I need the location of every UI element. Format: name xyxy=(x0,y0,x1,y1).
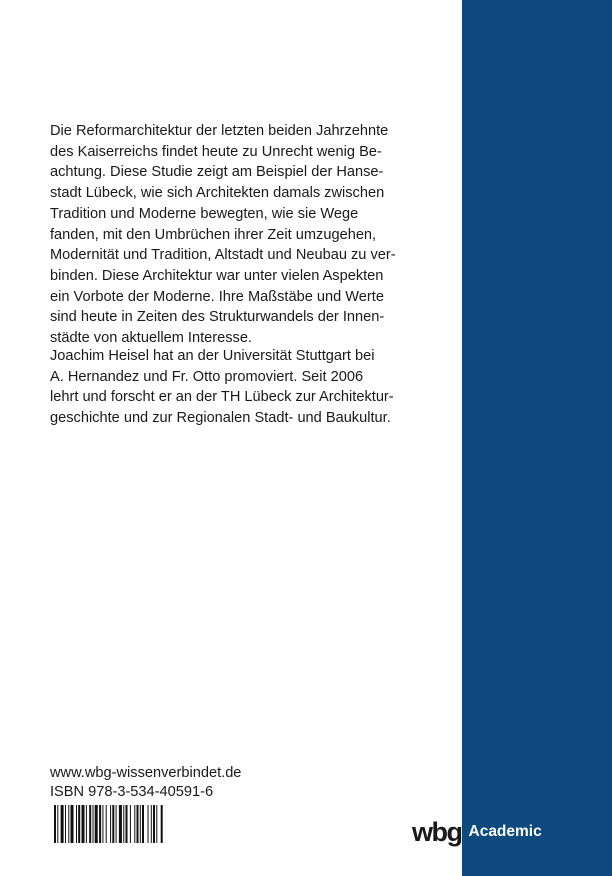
author-bio xyxy=(50,346,442,429)
cover-color-band xyxy=(462,0,612,876)
barcode-bar xyxy=(95,805,98,843)
barcode-bar xyxy=(102,805,103,843)
barcode-bar xyxy=(134,805,135,843)
blurb-line: des Kaiserreichs findet heute zu Unrecht wenig Be- xyxy=(50,143,382,160)
bio-line: A. Hernandez und Fr. Otto promoviert. Seit 2006 xyxy=(50,368,364,385)
bio-line: lehrt und forscht er an der TH Lübeck zur Architektur- xyxy=(50,389,394,406)
bio-line: Joachim Heisel hat an der Universität Stuttgart bei xyxy=(50,348,375,364)
barcode-bar xyxy=(116,805,117,843)
barcode-bar xyxy=(156,805,157,843)
barcode-bar xyxy=(68,805,69,843)
barcode-bar xyxy=(76,805,77,843)
barcode-bar xyxy=(110,805,111,843)
publisher-imprint: Academic xyxy=(468,823,542,840)
barcode-bar xyxy=(112,805,114,843)
barcode-bar xyxy=(99,805,101,843)
publisher-website: www.wbg-wissenverbindet.de xyxy=(50,765,242,781)
barcode-bar xyxy=(153,805,155,843)
barcode-bar xyxy=(82,805,85,843)
blurb-line: sind heute in Zeiten des Strukturwandels der Innen- xyxy=(50,309,385,326)
blurb-line: achtung. Diese Studie zeigt am Beispiel der Hanse- xyxy=(50,164,384,181)
bio-line: geschichte und zur Regionalen Stadt- und Baukultur. xyxy=(50,410,391,427)
barcode-bar xyxy=(130,805,131,843)
barcode-bar xyxy=(106,805,107,843)
blurb-line: binden. Diese Architektur war unter vielen Aspekten xyxy=(50,267,384,284)
blurb-line: städte von aktuellem Interesse. xyxy=(50,330,252,347)
barcode-bar xyxy=(126,805,128,843)
book-meta xyxy=(50,764,241,802)
book-blurb xyxy=(50,121,442,349)
barcode-bar xyxy=(123,805,124,843)
publisher-logo-wbg: wbg xyxy=(412,817,462,847)
barcode-bar xyxy=(78,805,80,843)
barcode-bar xyxy=(89,805,91,843)
barcode-bar xyxy=(61,805,64,843)
blurb-line: Modernität und Tradition, Altstadt und Neubau zu ver- xyxy=(50,247,396,264)
publisher-logo xyxy=(412,815,542,849)
barcode-bar xyxy=(54,805,56,843)
barcode-bar xyxy=(65,805,66,843)
blurb-line: Tradition und Moderne bewegten, wie sie Wege xyxy=(50,205,359,222)
barcode-graphic xyxy=(50,803,220,845)
barcode-bar xyxy=(71,805,74,843)
barcode-bar xyxy=(119,805,122,843)
barcode-bar xyxy=(140,805,141,843)
barcode-bar xyxy=(86,805,87,843)
barcode-bar xyxy=(142,805,144,843)
blurb-line: stadt Lübeck, wie sich Architekten damals zwischen xyxy=(50,185,385,202)
barcode-bar xyxy=(137,805,139,843)
barcode-bar xyxy=(57,805,58,843)
barcode-bar xyxy=(161,805,163,843)
isbn-number: ISBN 978-3-534-40591-6 xyxy=(50,784,214,800)
blurb-line: ein Vorbote der Moderne. Ihre Maßstäbe und Werte xyxy=(50,288,384,305)
barcode-bar xyxy=(151,805,152,843)
barcode-bar xyxy=(93,805,94,843)
barcode xyxy=(50,803,220,845)
blurb-line: Die Reformarchitektur der letzten beiden Jahrzehnte xyxy=(50,123,389,139)
blurb-line: fanden, mit den Umbrüchen ihrer Zeit umzugehen, xyxy=(50,226,377,243)
barcode-bar xyxy=(148,805,149,843)
